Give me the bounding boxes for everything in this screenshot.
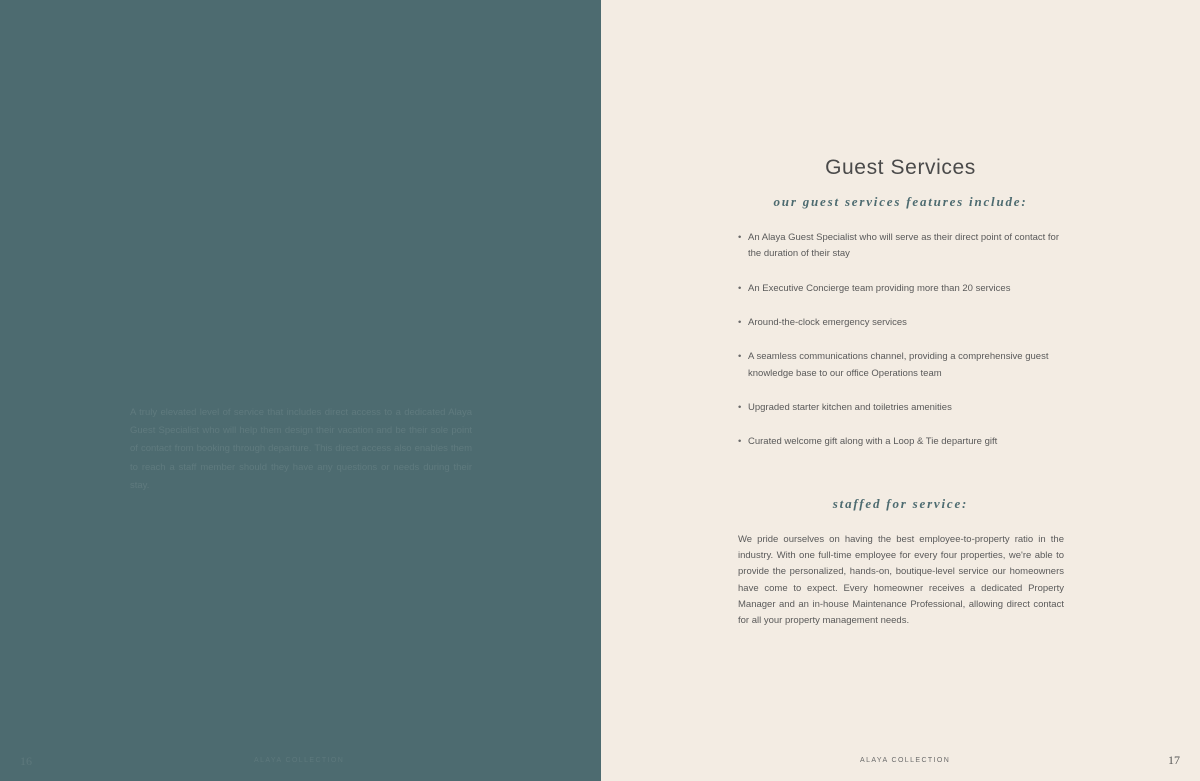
- staffed-body-text: We pride ourselves on having the best employee-to-property ratio in the industry. With one full-time employee for every four properties, we're able to provide the personalized, hands-on, boutique-level service our homeowners have come to expect. Every homeowner receives a dedicated Property Manager and an in-house Maintenance Professional, allowing direct contact for all your property management needs.: [738, 534, 1064, 627]
- feature-text: Upgraded starter kitchen and toiletries amenities: [748, 401, 952, 413]
- right-page: [601, 0, 1200, 781]
- bullet-icon: •: [738, 282, 742, 294]
- features-heading: our guest services features include:: [773, 194, 1028, 209]
- bullet-icon: •: [738, 351, 742, 363]
- left-page-number: 16: [20, 754, 32, 768]
- feature-text: A seamless communications channel, providing a comprehensive guest knowledge base to our office Operations team: [748, 351, 1049, 379]
- bullet-icon: •: [738, 232, 742, 243]
- bullet-icon: •: [738, 436, 742, 448]
- left-footer: ALAYA COLLECTION: [254, 757, 345, 764]
- feature-item: [738, 400, 1064, 416]
- right-footer: ALAYA COLLECTION: [860, 757, 951, 764]
- feature-item: [738, 434, 1064, 450]
- feature-item: [738, 230, 1064, 262]
- bullet-icon: •: [738, 401, 742, 413]
- feature-text: An Executive Concierge team providing more than 20 services: [748, 282, 1011, 294]
- right-page-number: 17: [1168, 753, 1180, 767]
- features-list: [738, 230, 1064, 469]
- page-title: Guest Services: [825, 156, 976, 179]
- feature-item: [738, 281, 1064, 297]
- feature-text: Around-the-clock emergency services: [748, 316, 907, 328]
- feature-item: [738, 349, 1064, 381]
- staffed-heading: staffed for service:: [832, 496, 969, 511]
- feature-text: Curated welcome gift along with a Loop & Tie departure gift: [748, 436, 998, 448]
- feature-text: An Alaya Guest Specialist who will serve as their direct point of contact for the duration of their stay: [748, 232, 1060, 260]
- feature-item: [738, 315, 1064, 331]
- bullet-icon: •: [738, 316, 742, 328]
- left-body-text: A truly elevated level of service that includes direct access to a dedicated Alaya Guest Specialist who will help them design their vacation and be their sole point of contact from booking through departure. This direct access also enables them to reach a staff member should they have any questions or needs during their stay.: [130, 407, 472, 491]
